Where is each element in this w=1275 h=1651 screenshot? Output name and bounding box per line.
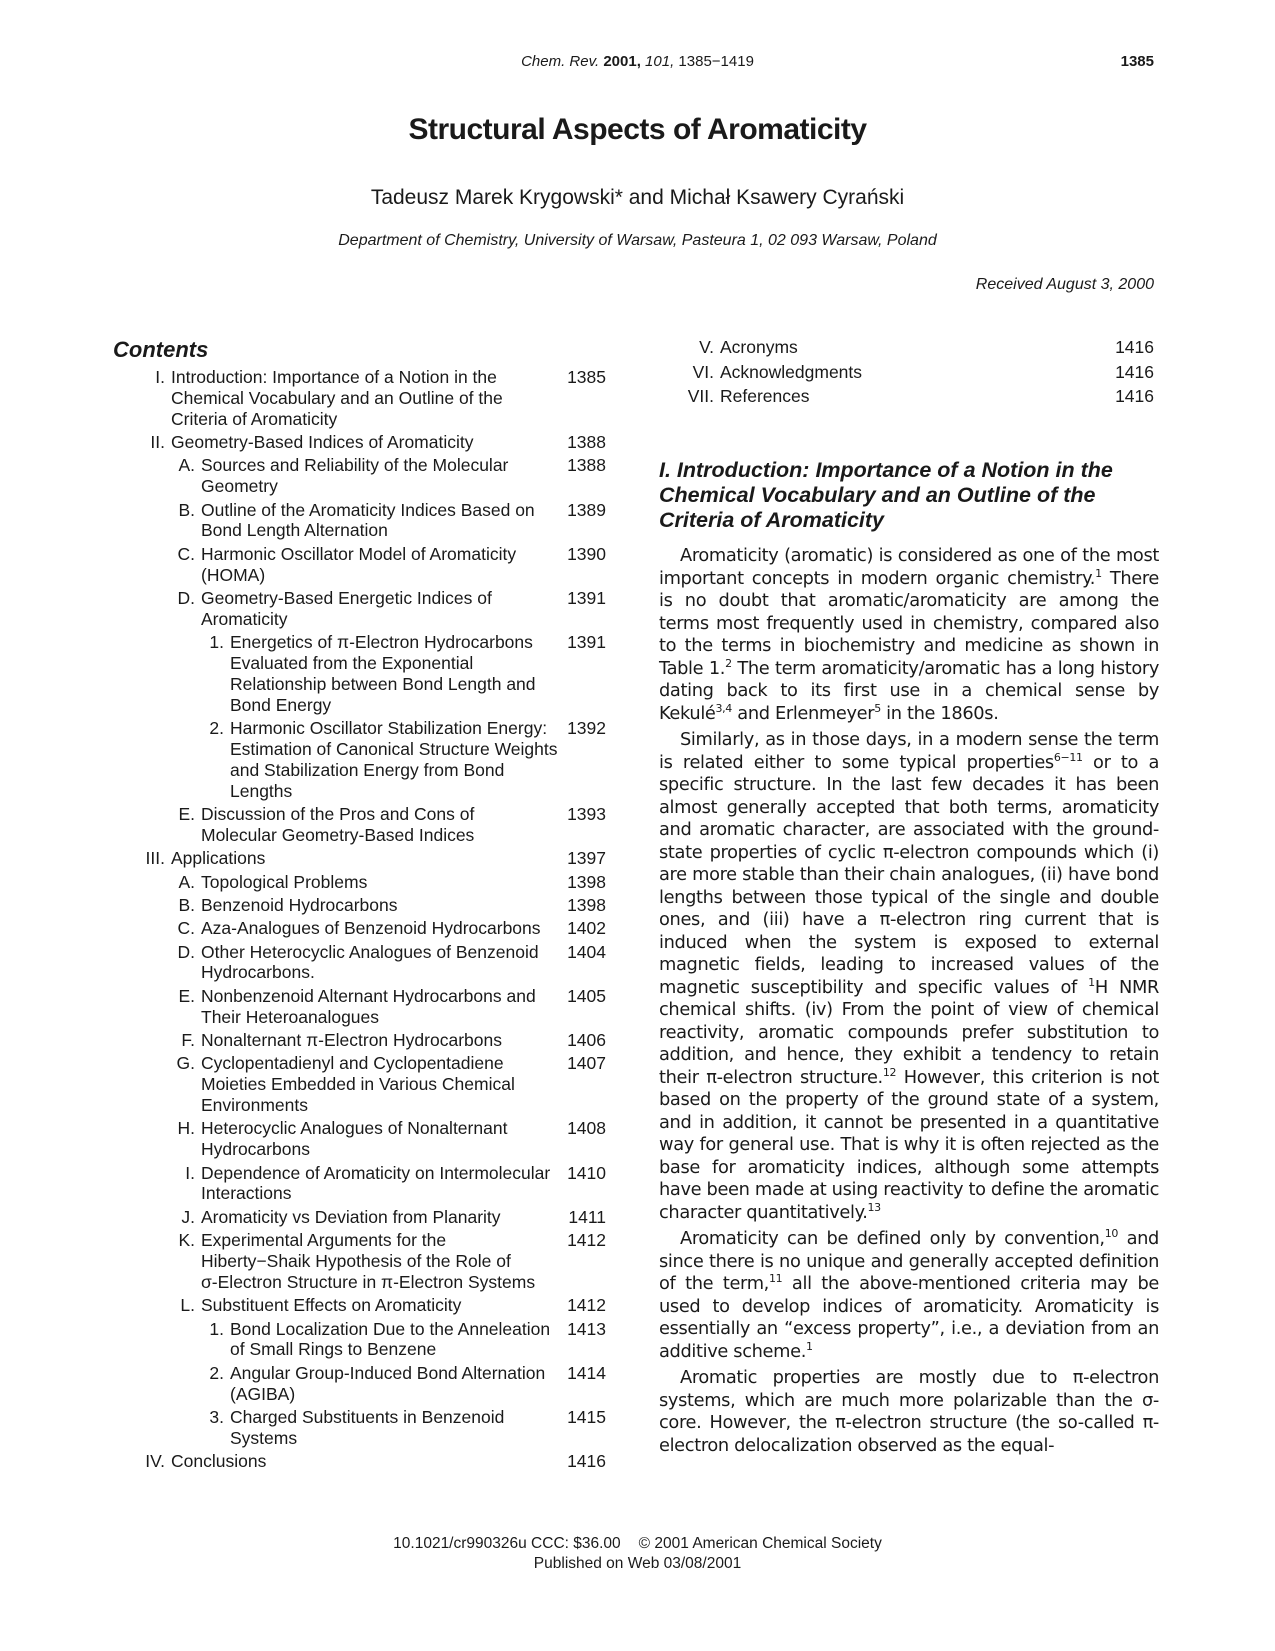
toc-entry-title-line: Discussion of the Pros and Cons of xyxy=(201,804,475,825)
toc-entry-page: 1416 xyxy=(1115,361,1154,382)
toc-entry-number: K. xyxy=(178,1230,195,1251)
toc-entry-number: G. xyxy=(176,1053,195,1074)
toc-entry-title-line: Molecular Geometry-Based Indices xyxy=(201,825,475,846)
toc-entry-title-line: References xyxy=(720,386,810,406)
toc-entry-title-line: Relationship between Bond Length and xyxy=(230,673,536,694)
body-paragraph: Aromaticity can be defined only by convention,$^{10}$ and since there is no unique and generally accepted definition of the term,$^{11}$ all the above-mentioned criteria may be used to develop indices of aromaticity. Aromaticity is essentially an “excess property”, i.e., a deviation from an additive scheme.$^1$ xyxy=(659,1227,1159,1362)
toc-entry-number: I. xyxy=(155,367,165,387)
toc-entry-title-line: Energetics of π-Electron Hydrocarbons xyxy=(230,632,533,653)
toc-entry-number: VII. xyxy=(687,386,714,406)
toc-entry-page: 1405 xyxy=(567,985,606,1006)
toc-entry-title-line: Experimental Arguments for the xyxy=(201,1230,447,1251)
toc-entry-page: 1408 xyxy=(567,1118,606,1139)
toc-entry-title-line: Criteria of Aromaticity xyxy=(171,408,338,429)
toc-entry-number: H. xyxy=(177,1118,195,1139)
toc-entry-number: 2. xyxy=(209,718,224,739)
toc-entry-number: B. xyxy=(178,499,195,520)
toc-entry-title-line: Moieties Embedded in Various Chemical xyxy=(201,1074,515,1095)
toc-entry-page: 1416 xyxy=(1115,386,1154,406)
journal-name: Chem. Rev. xyxy=(521,53,600,70)
toc-entry-page: 1416 xyxy=(1115,337,1154,357)
journal-year: 2001, xyxy=(603,53,641,70)
toc-entry-page: 1391 xyxy=(567,588,606,608)
toc-entry-page: 1390 xyxy=(567,543,606,564)
toc-entry-page: 1388 xyxy=(567,432,606,453)
toc-entry-title-line: Geometry-Based Energetic Indices of xyxy=(201,588,492,608)
journal-volume: 101, xyxy=(645,53,675,70)
article-authors: Tadeusz Marek Krygowski* and Michał Ksawery Cyrański xyxy=(370,186,905,209)
toc-entry-page: 1414 xyxy=(567,1362,606,1383)
toc-entry-page: 1391 xyxy=(567,632,606,653)
body-paragraph: Aromaticity (aromatic) is considered as one of the most important concepts in modern organic chemistry.$^1$ There is no doubt that aromatic/aromaticity are among the terms most frequently used in chemistry, compared also to the terms in biochemistry and medicine as shown in Table 1.$^2$ The term aromaticity/aromatic has a long history dating back to its first use in a chemical sense by Kekulé$^{3,4}$ and Erlenmeyer$^5$ in the 1860s. xyxy=(659,545,1160,724)
toc-entry-title-line: Their Heteroanalogues xyxy=(201,1006,380,1027)
toc-entry-page: 1398 xyxy=(567,895,606,915)
toc-entry-number: E. xyxy=(178,804,195,825)
toc-entry-title-line: Harmonic Oscillator Model of Aromaticity xyxy=(201,543,517,564)
toc-entry-title-line: Aromaticity vs Deviation from Planarity xyxy=(201,1206,501,1227)
body-text xyxy=(659,545,1159,1461)
toc-entry-page: 1416 xyxy=(567,1451,606,1472)
toc-entry-page: 1412 xyxy=(567,1295,606,1316)
toc-entry-page: 1406 xyxy=(567,1030,606,1050)
toc-entry-number: 2. xyxy=(209,1362,224,1383)
toc-entry-title-line: Other Heterocyclic Analogues of Benzenoid xyxy=(201,941,539,962)
toc-entry-title-line: (HOMA) xyxy=(201,564,266,585)
toc-entry-title-line: Geometry xyxy=(201,476,278,497)
toc-entry-number: IV. xyxy=(145,1451,165,1472)
toc-entry-title-line: and Stabilization Energy from Bond xyxy=(230,759,505,780)
toc-entry-number: D. xyxy=(177,588,195,608)
footer-copyright: © 2001 American Chemical Society xyxy=(638,1535,882,1552)
toc-entry-number: A. xyxy=(178,871,195,892)
toc-entry-number: VI. xyxy=(692,361,714,382)
author-affiliation: Department of Chemistry, University of Warsaw, Pasteura 1, 02 093 Warsaw, Poland xyxy=(338,232,937,249)
toc-entry-number: B. xyxy=(178,895,195,915)
toc-entry-number: II. xyxy=(150,432,165,453)
toc-entry-page: 1415 xyxy=(567,1406,606,1427)
toc-entry-page: 1388 xyxy=(567,455,606,476)
toc-entry-title-line: Hydrocarbons. xyxy=(201,962,315,983)
toc-entry-number: D. xyxy=(177,941,195,962)
toc-entry-page: 1397 xyxy=(567,848,606,869)
toc-entry-number: L. xyxy=(180,1295,195,1316)
toc-entry-title-line: Acronyms xyxy=(720,337,798,357)
toc-entry-title-line: Nonalternant π-Electron Hydrocarbons xyxy=(201,1030,502,1050)
toc-entry-page: 1398 xyxy=(567,871,606,892)
toc-entry-page: 1413 xyxy=(567,1318,606,1339)
journal-pages: 1385−1419 xyxy=(678,53,754,70)
page-number: 1385 xyxy=(1120,53,1154,70)
article-title: Structural Aspects of Aromaticity xyxy=(408,113,867,146)
toc-entry-number: E. xyxy=(178,985,195,1006)
footer-published: Published on Web 03/08/2001 xyxy=(533,1555,742,1572)
toc-entry-title-line: Acknowledgments xyxy=(720,361,863,382)
received-date: Received August 3, 2000 xyxy=(975,276,1154,293)
toc-entry-title-line: Lengths xyxy=(230,780,293,801)
toc-entry-number: J. xyxy=(181,1206,195,1227)
toc-entry-number: A. xyxy=(178,455,195,476)
toc-entry-number: III. xyxy=(145,848,165,869)
toc-entry-title-line: Heterocyclic Analogues of Nonalternant xyxy=(201,1118,508,1139)
body-paragraph: Aromatic properties are mostly due to π-electron systems, which are much more polarizable than the σ-core. However, the π-electron structure (the so-called π-electron delocalization observed as the equal- xyxy=(659,1367,1159,1456)
toc-entry-page: 1407 xyxy=(567,1053,606,1074)
toc-entry-title-line: Cyclopentadienyl and Cyclopentadiene xyxy=(201,1053,504,1074)
toc-entry-page: 1389 xyxy=(567,499,606,520)
toc-entry-title-line: Harmonic Oscillator Stabilization Energy: xyxy=(230,718,548,739)
toc-entry-title-line: Introduction: Importance of a Notion in the xyxy=(171,367,497,387)
toc-entry-title-line: of Small Rings to Benzene xyxy=(230,1339,437,1360)
toc-entry-title-line: Outline of the Aromaticity Indices Based on xyxy=(201,499,535,520)
toc-entry-title-line: Charged Substituents in Benzenoid xyxy=(230,1406,505,1427)
toc-entry-title-line: Aza-Analogues of Benzenoid Hydrocarbons xyxy=(201,918,541,939)
toc-entry-title-line: Benzenoid Hydrocarbons xyxy=(201,895,398,915)
toc-entry-title-line: σ-Electron Structure in π-Electron Systems xyxy=(201,1271,536,1292)
toc-entry-title-line: Applications xyxy=(171,848,266,869)
toc-entry-title-line: Interactions xyxy=(201,1183,292,1204)
toc-entry-title-line: Aromaticity xyxy=(201,608,288,629)
toc-entry-title-line: Hydrocarbons xyxy=(201,1139,310,1160)
toc-entry-title-line: Dependence of Aromaticity on Intermolecular xyxy=(201,1162,551,1183)
toc-entry-number: F. xyxy=(181,1030,195,1050)
toc-entry-title-line: Evaluated from the Exponential xyxy=(230,653,474,674)
toc-entry-title-line: Substituent Effects on Aromaticity xyxy=(201,1295,462,1316)
body-paragraph: Similarly, as in those days, in a modern sense the term is related either to some typical properties$^{6-11}$ or to a specific structure. In the last few decades it has been almost generally accepted that both terms, aromaticity and aromatic character, are associated with the ground-state properties of cyclic π-electron compounds which (i) are more stable than their chain analogues, (ii) have bond lengths between those typical of the single and double ones, and (iii) have a π-electron ring current that is induced when the system is exposed to external magnetic fields, leading to increased values of the magnetic susceptibility and specific values of $^1$H NMR chemical shifts. (iv) From the point of view of chemical reactivity, aromatic compounds prefer substitution to addition, and hence, they exhibit a tendency to retain their π-electron structure.$^{12}$ However, this criterion is not based on the property of the ground state of a system, and in addition, it cannot be presented in a quantitative way for general use. That is why it is often rejected as the base for aromaticity indices, although some attempts have been made at using reactivity to define the aromatic character quantitatively.$^{13}$ xyxy=(659,729,1160,1223)
toc-entry-title-line: (AGIBA) xyxy=(230,1383,296,1404)
toc-entry-title-line: Bond Energy xyxy=(230,694,332,715)
footer-doi-line xyxy=(0,1535,1275,1553)
toc-entry-page: 1385 xyxy=(567,367,606,387)
toc-entry-title-line: Sources and Reliability of the Molecular xyxy=(201,455,509,476)
toc-entry-page: 1392 xyxy=(567,718,606,739)
toc-entry-page: 1412 xyxy=(567,1230,606,1251)
toc-entry-number: 1. xyxy=(209,632,224,653)
footer-doi: 10.1021/cr990326u CCC: $36.00 xyxy=(393,1535,621,1552)
toc-entry-page: 1411 xyxy=(568,1206,606,1227)
toc-entry-title-line: Hiberty−Shaik Hypothesis of the Role of xyxy=(201,1250,511,1271)
toc-entry-title-line: Estimation of Canonical Structure Weights xyxy=(230,739,558,760)
toc-entry-title-line: Conclusions xyxy=(171,1451,267,1472)
toc-entry-number: C. xyxy=(177,918,195,939)
toc-entry-title-line: Angular Group-Induced Bond Alternation xyxy=(230,1362,546,1383)
toc-entry-number: 3. xyxy=(209,1406,224,1427)
toc-entry-title-line: Environments xyxy=(201,1095,308,1116)
toc-entry-number: C. xyxy=(177,543,195,564)
section-heading: I. Introduction: Importance of a Notion in the Chemical Vocabulary and an Outline of the Criteria of Aromaticity xyxy=(659,458,1113,532)
toc-entry-page: 1404 xyxy=(567,941,606,962)
toc-entry-page: 1410 xyxy=(567,1162,606,1183)
toc-entry-title-line: Systems xyxy=(230,1427,298,1448)
toc-entry-number: V. xyxy=(699,337,714,357)
toc-entry-title-line: Chemical Vocabulary and an Outline of the xyxy=(171,387,503,408)
toc-entry-page: 1393 xyxy=(567,804,606,825)
toc-entry-title-line: Bond Length Alternation xyxy=(201,520,388,541)
toc-entry-title-line: Bond Localization Due to the Anneleation xyxy=(230,1318,551,1339)
toc-entry-page: 1402 xyxy=(567,918,606,939)
toc-entry-number: I. xyxy=(185,1162,195,1183)
running-header xyxy=(0,53,1275,70)
toc-entry-title-line: Topological Problems xyxy=(201,871,368,892)
toc-entry-title-line: Geometry-Based Indices of Aromaticity xyxy=(171,432,474,453)
toc-entry-number: 1. xyxy=(209,1318,224,1339)
toc-entry-title-line: Nonbenzenoid Alternant Hydrocarbons and xyxy=(201,985,536,1006)
contents-heading: Contents xyxy=(113,337,209,362)
